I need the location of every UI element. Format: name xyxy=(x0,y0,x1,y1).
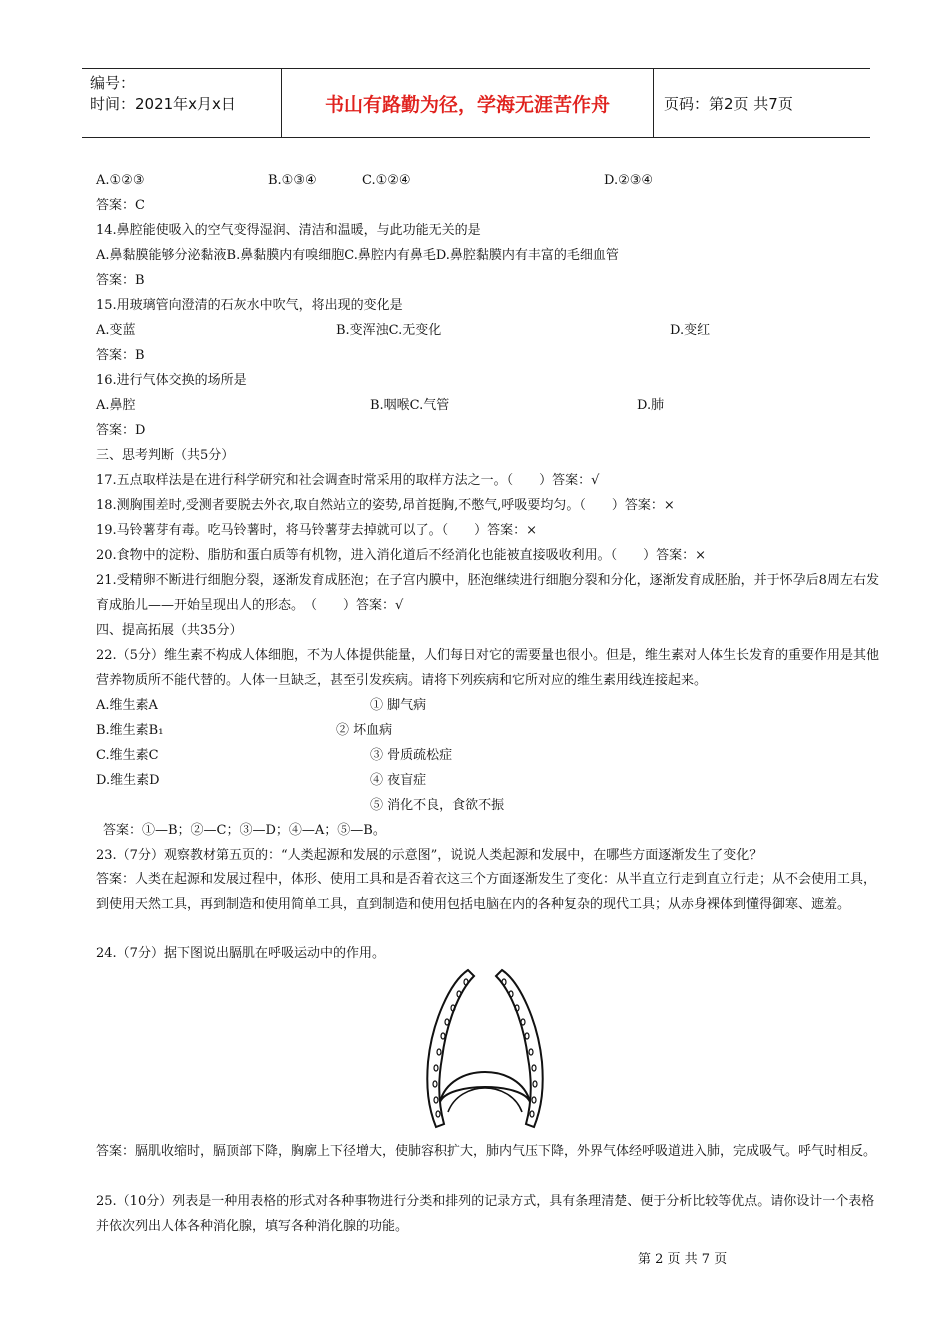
text-line-q15-opt-a: A.变蓝 xyxy=(96,323,136,338)
text-line-q22-b: B.维生素B₁ xyxy=(96,723,164,738)
text-line-q15-opt-bc: B.变浑浊C.无变化 xyxy=(336,323,442,338)
text-line-q14: 14.鼻腔能使吸入的空气变得湿润、清洁和温暖，与此功能无关的是 xyxy=(96,223,481,238)
page-footer: 第 2 页 共 7 页 xyxy=(638,1252,728,1267)
paragraph-q23-ans: 答案：人类在起源和发展过程中，体形、使用工具和是否着衣这三个方面逐渐发生了变化：从半直立行走到直立行走；从不会使用工具，到使用天然工具，再到制造和使用简单工具，直到制造和使用包括电脑在内的各种复杂的现代工具；从赤身裸体到懂得御寒、遮羞。 xyxy=(96,872,877,912)
text-line-q15: 15.用玻璃管向澄清的石灰水中吹气，将出现的变化是 xyxy=(96,298,403,313)
text-line-q14-opts: A.鼻黏膜能够分泌黏液B.鼻黏膜内有嗅细胞C.鼻腔内有鼻毛D.鼻腔黏膜内有丰富的毛细血管 xyxy=(96,248,619,263)
text-line-q22-5: ⑤ 消化不良，食欲不振 xyxy=(370,798,505,813)
text-line-q22-c: C.维生素C xyxy=(96,748,159,763)
text-line-q22-a: A.维生素A xyxy=(96,698,158,713)
text-line-q15-ans: 答案：B xyxy=(96,348,145,363)
text-line-q14-ans: 答案：B xyxy=(96,273,145,288)
text-line-q20: 20.食物中的淀粉、脂肪和蛋白质等有机物，进入消化道后不经消化也能被直接吸收利用。（ ）答案：× xyxy=(96,548,707,563)
text-line-q16-ans: 答案：D xyxy=(96,423,146,438)
text-line-q19: 19.马铃薯芽有毒。吃马铃薯时，将马铃薯芽去掉就可以了。（ ）答案：× xyxy=(96,523,538,538)
text-line-q13-opt-d: D.②③④ xyxy=(604,173,654,188)
text-line-sec3: 三、思考判断（共5分） xyxy=(96,448,235,463)
text-line-q22-3: ③ 骨质疏松症 xyxy=(370,748,453,763)
diaphragm-figure xyxy=(410,962,560,1132)
text-line-q16-opt-bc: B.咽喉C.气管 xyxy=(370,398,450,413)
text-line-q22-ans: 答案：①—B；②—C；③—D；④—A；⑤—B。 xyxy=(103,823,386,838)
text-line-q15-opt-d: D.变红 xyxy=(670,323,711,338)
text-line-q16-opt-a: A.鼻腔 xyxy=(96,398,136,413)
paragraph-q25: 25.（10分）列表是一种用表格的形式对各种事物进行分类和排列的记录方式，具有条理清楚、便于分析比较等优点。请你设计一个表格并依次列出人体各种消化腺，填写各种消化腺的功能。 xyxy=(96,1194,875,1234)
header-meta xyxy=(82,69,282,137)
time-label: 时间：2021年x月x日 xyxy=(90,95,236,113)
text-line-q16-opt-d: D.肺 xyxy=(637,398,665,413)
text-line-q22-4: ④ 夜盲症 xyxy=(370,773,427,788)
text-line-q23: 23.（7分）观察教材第五页的：“人类起源和发展的示意图”，说说人类起源和发展中，在哪些方面逐渐发生了变化？ xyxy=(96,848,763,863)
text-line-sec4: 四、提高拓展（共35分） xyxy=(96,623,243,638)
text-line-q13-opt-a: A.①②③ xyxy=(96,173,145,188)
text-line-q24: 24.（7分）据下图说出膈肌在呼吸运动中的作用。 xyxy=(96,946,385,961)
text-line-q17: 17.五点取样法是在进行科学研究和社会调查时常采用的取样方法之一。（ ）答案：√ xyxy=(96,473,600,488)
text-line-q13-opt-b: B.①③④ xyxy=(268,173,317,188)
header-motto: 书山有路勤为径，学海无涯苦作舟 xyxy=(282,69,654,137)
text-line-q22-d: D.维生素D xyxy=(96,773,160,788)
text-line-q16: 16.进行气体交换的场所是 xyxy=(96,373,247,388)
page-header xyxy=(82,68,870,138)
header-page-info: 页码：第2页 共7页 xyxy=(664,94,793,113)
paragraph-q24-ans: 答案：膈肌收缩时，膈顶部下降，胸廓上下径增大，使肺容积扩大，肺内气压下降，外界气体经呼吸道进入肺，完成吸气。呼气时相反。 xyxy=(96,1144,877,1159)
text-line-q13-opt-c: C.①②④ xyxy=(362,173,411,188)
text-line-q22-2: ② 坏血病 xyxy=(336,723,393,738)
paragraph-q21: 21.受精卵不断进行细胞分裂，逐渐发育成胚泡；在子宫内膜中，胚泡继续进行细胞分裂和分化，逐渐发育成胚胎，并于怀孕后8周左右发育成胎儿——开始呈现出人的形态。 （ ）答案：√ xyxy=(96,573,879,613)
number-label: 编号： xyxy=(90,74,136,92)
text-line-q18: 18.测胸围差时,受测者要脱去外衣,取自然站立的姿势,昂首挺胸,不憋气,呼吸要均匀。（ ）答案：× xyxy=(96,498,675,513)
paragraph-q22: 22.（5分）维生素不构成人体细胞，不为人体提供能量，人们每日对它的需要量也很小。但是，维生素对人体生长发育的重要作用是其他营养物质所不能代替的。人体一旦缺乏，甚至引发疾病。请将下列疾病和它所对应的维生素用线连接起来。 xyxy=(96,648,879,688)
text-line-q22-1: ① 脚气病 xyxy=(370,698,427,713)
text-line-q13-ans: 答案：C xyxy=(96,198,145,213)
